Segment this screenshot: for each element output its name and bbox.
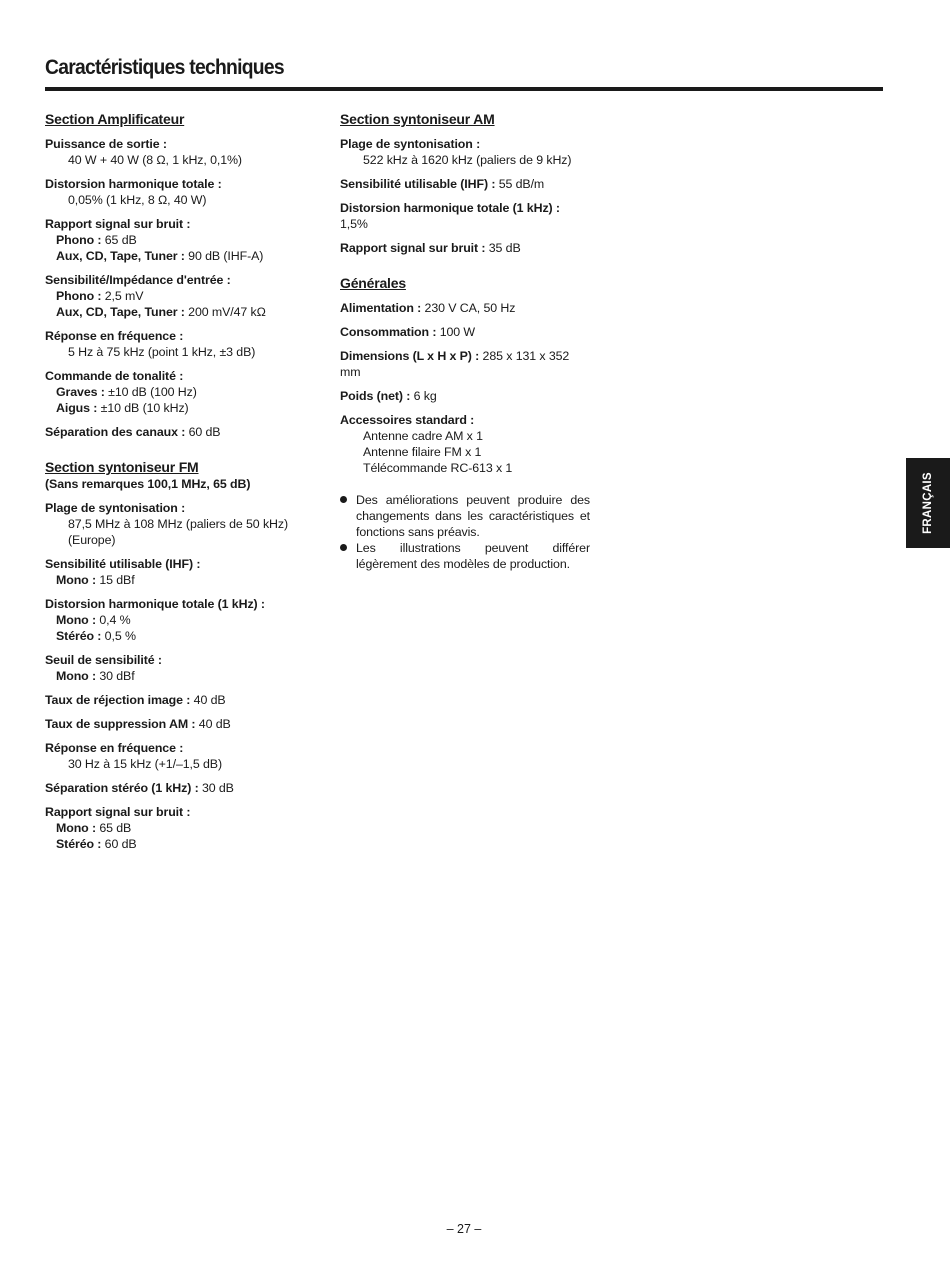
spec-label: Sensibilité/Impédance d'entrée : (45, 273, 231, 287)
spec-value: 100 W (436, 325, 476, 339)
spec-value: 1,5% (340, 217, 368, 231)
spec-label: Distorsion harmonique totale : (45, 177, 222, 191)
amp-section-heading: Section Amplificateur (45, 111, 185, 127)
sub-value: 2,5 mV (101, 289, 144, 303)
sub-value: ±10 dB (100 Hz) (104, 385, 197, 399)
spec-label: Rapport signal sur bruit : (340, 241, 486, 255)
title-rule (45, 87, 883, 91)
am-snr-spec (340, 240, 590, 256)
general-section-heading: Générales (340, 275, 406, 291)
fm-section-subheading: (Sans remarques 100,1 MHz, 65 dB) (45, 477, 251, 491)
fm-section-heading: Section syntoniseur FM (45, 459, 199, 475)
sub-label: Phono : (56, 289, 102, 303)
spec-label: Taux de suppression AM : (45, 717, 196, 731)
notes-list (340, 492, 590, 572)
general-consumption-spec (340, 324, 590, 340)
left-column (45, 110, 325, 852)
spec-value: 87,5 MHz à 108 MHz (paliers de 50 kHz) (68, 517, 289, 531)
spec-label: Rapport signal sur bruit : (45, 805, 191, 819)
spec-label: Sensibilité utilisable (IHF) : (45, 557, 201, 571)
spec-value: 60 dB (185, 425, 221, 439)
accessory-item: Antenne cadre AM x 1 (363, 429, 483, 443)
note-item (340, 492, 590, 540)
am-sensitivity-spec (340, 176, 590, 192)
sub-label: Phono : (56, 233, 102, 247)
spec-label: Commande de tonalité : (45, 369, 184, 383)
sub-label: Mono : (56, 573, 96, 587)
spec-subrow (45, 248, 325, 264)
am-thd-spec (340, 200, 590, 232)
accessory-item: Antenne filaire FM x 1 (363, 445, 482, 459)
fm-image-rejection-spec (45, 692, 325, 708)
right-column (340, 110, 590, 572)
spec-value: 0,05% (1 kHz, 8 Ω, 40 W) (68, 193, 207, 207)
spec-value: 6 kg (410, 389, 437, 403)
sub-value: 0,4 % (96, 613, 131, 627)
sub-label: Mono : (56, 669, 96, 683)
spec-label: Séparation stéréo (1 kHz) : (45, 781, 199, 795)
sub-value: 0,5 % (101, 629, 136, 643)
fm-snr-spec (45, 804, 325, 852)
sub-label: Aux, CD, Tape, Tuner : (56, 249, 185, 263)
page-title: Caractéristiques techniques (45, 56, 284, 79)
accessory-item: Télécommande RC-613 x 1 (363, 461, 513, 475)
spec-value: 40 dB (195, 717, 231, 731)
general-power-spec (340, 300, 590, 316)
note-text: Les illustrations peuvent différer légèrement des modèles de production. (356, 541, 590, 571)
sub-value: 30 dBf (96, 669, 135, 683)
spec-value: 40 W + 40 W (8 Ω, 1 kHz, 0,1%) (68, 153, 242, 167)
language-side-tab (906, 458, 950, 548)
bullet-icon (340, 496, 347, 503)
fm-frequency-spec (45, 740, 325, 772)
note-text: Des améliorations peuvent produire des changements dans les caractéristiques et fonctions sans préavis. (356, 493, 590, 539)
spec-value: (Europe) (68, 533, 116, 547)
spec-value: 230 V CA, 50 Hz (421, 301, 516, 315)
sub-label: Aigus : (56, 401, 98, 415)
fm-range-spec (45, 500, 325, 548)
spec-value: 55 dB/m (495, 177, 545, 191)
spec-subrow (45, 232, 325, 248)
spec-subrow (45, 572, 325, 588)
amp-sensitivity-spec (45, 272, 325, 320)
spec-label: Distorsion harmonique totale (1 kHz) : (340, 201, 560, 215)
spec-subrow (45, 628, 325, 644)
spec-label: Accessoires standard : (340, 413, 475, 427)
general-dimensions-spec (340, 348, 590, 380)
sub-value: 65 dB (101, 233, 137, 247)
spec-subrow (45, 612, 325, 628)
spec-label: Dimensions (L x H x P) : (340, 349, 480, 363)
fm-stereo-separation-spec (45, 780, 325, 796)
spec-subrow (45, 836, 325, 852)
note-item (340, 540, 590, 572)
amp-thd-spec (45, 176, 325, 208)
spec-label: Puissance de sortie : (45, 137, 167, 151)
am-section-heading: Section syntoniseur AM (340, 111, 495, 127)
sub-label: Aux, CD, Tape, Tuner : (56, 305, 185, 319)
spec-value: 5 Hz à 75 kHz (point 1 kHz, ±3 dB) (68, 345, 256, 359)
spec-subrow (45, 400, 325, 416)
spec-label: Réponse en fréquence : (45, 741, 184, 755)
general-weight-spec (340, 388, 590, 404)
amp-snr-spec (45, 216, 325, 264)
sub-label: Stéréo : (56, 629, 102, 643)
am-range-spec (340, 136, 590, 168)
spec-label: Sensibilité utilisable (IHF) : (340, 177, 496, 191)
spec-value: 40 dB (190, 693, 226, 707)
page-number: – 27 – (446, 1222, 482, 1236)
sub-value: 15 dBf (96, 573, 135, 587)
fm-thd-spec (45, 596, 325, 644)
amp-separation-spec (45, 424, 325, 440)
spec-value: 30 dB (198, 781, 234, 795)
sub-label: Stéréo : (56, 837, 102, 851)
spec-label: Plage de syntonisation : (45, 501, 186, 515)
spec-value: 35 dB (485, 241, 521, 255)
spec-label: Seuil de sensibilité : (45, 653, 162, 667)
bullet-icon (340, 544, 347, 551)
spec-label: Taux de réjection image : (45, 693, 191, 707)
spec-label: Rapport signal sur bruit : (45, 217, 191, 231)
sub-value: 200 mV/47 kΩ (184, 305, 266, 319)
amp-tone-spec (45, 368, 325, 416)
spec-label: Poids (net) : (340, 389, 411, 403)
spec-value: 285 x 131 x 352 mm (340, 349, 570, 379)
spec-subrow (45, 668, 325, 684)
spec-label: Consommation : (340, 325, 437, 339)
spec-label: Distorsion harmonique totale (1 kHz) : (45, 597, 265, 611)
fm-quieting-spec (45, 652, 325, 684)
sub-value: ±10 dB (10 kHz) (97, 401, 189, 415)
fm-sensitivity-spec (45, 556, 325, 588)
spec-subrow (45, 304, 325, 320)
fm-am-suppression-spec (45, 716, 325, 732)
sub-value: 90 dB (IHF-A) (184, 249, 264, 263)
spec-label: Réponse en fréquence : (45, 329, 184, 343)
amp-power-spec (45, 136, 325, 168)
sub-value: 60 dB (101, 837, 137, 851)
amp-frequency-spec (45, 328, 325, 360)
spec-label: Plage de syntonisation : (340, 137, 481, 151)
sub-label: Mono : (56, 613, 96, 627)
language-tab-label: FRANÇAIS (922, 472, 935, 534)
spec-subrow (45, 288, 325, 304)
spec-label: Séparation des canaux : (45, 425, 186, 439)
sub-label: Mono : (56, 821, 96, 835)
spec-value: 30 Hz à 15 kHz (+1/–1,5 dB) (68, 757, 222, 771)
spec-subrow (45, 820, 325, 836)
general-accessories-spec (340, 412, 590, 476)
spec-label: Alimentation : (340, 301, 422, 315)
sub-label: Graves : (56, 385, 105, 399)
spec-value: 522 kHz à 1620 kHz (paliers de 9 kHz) (363, 153, 572, 167)
sub-value: 65 dB (96, 821, 132, 835)
spec-subrow (45, 384, 325, 400)
